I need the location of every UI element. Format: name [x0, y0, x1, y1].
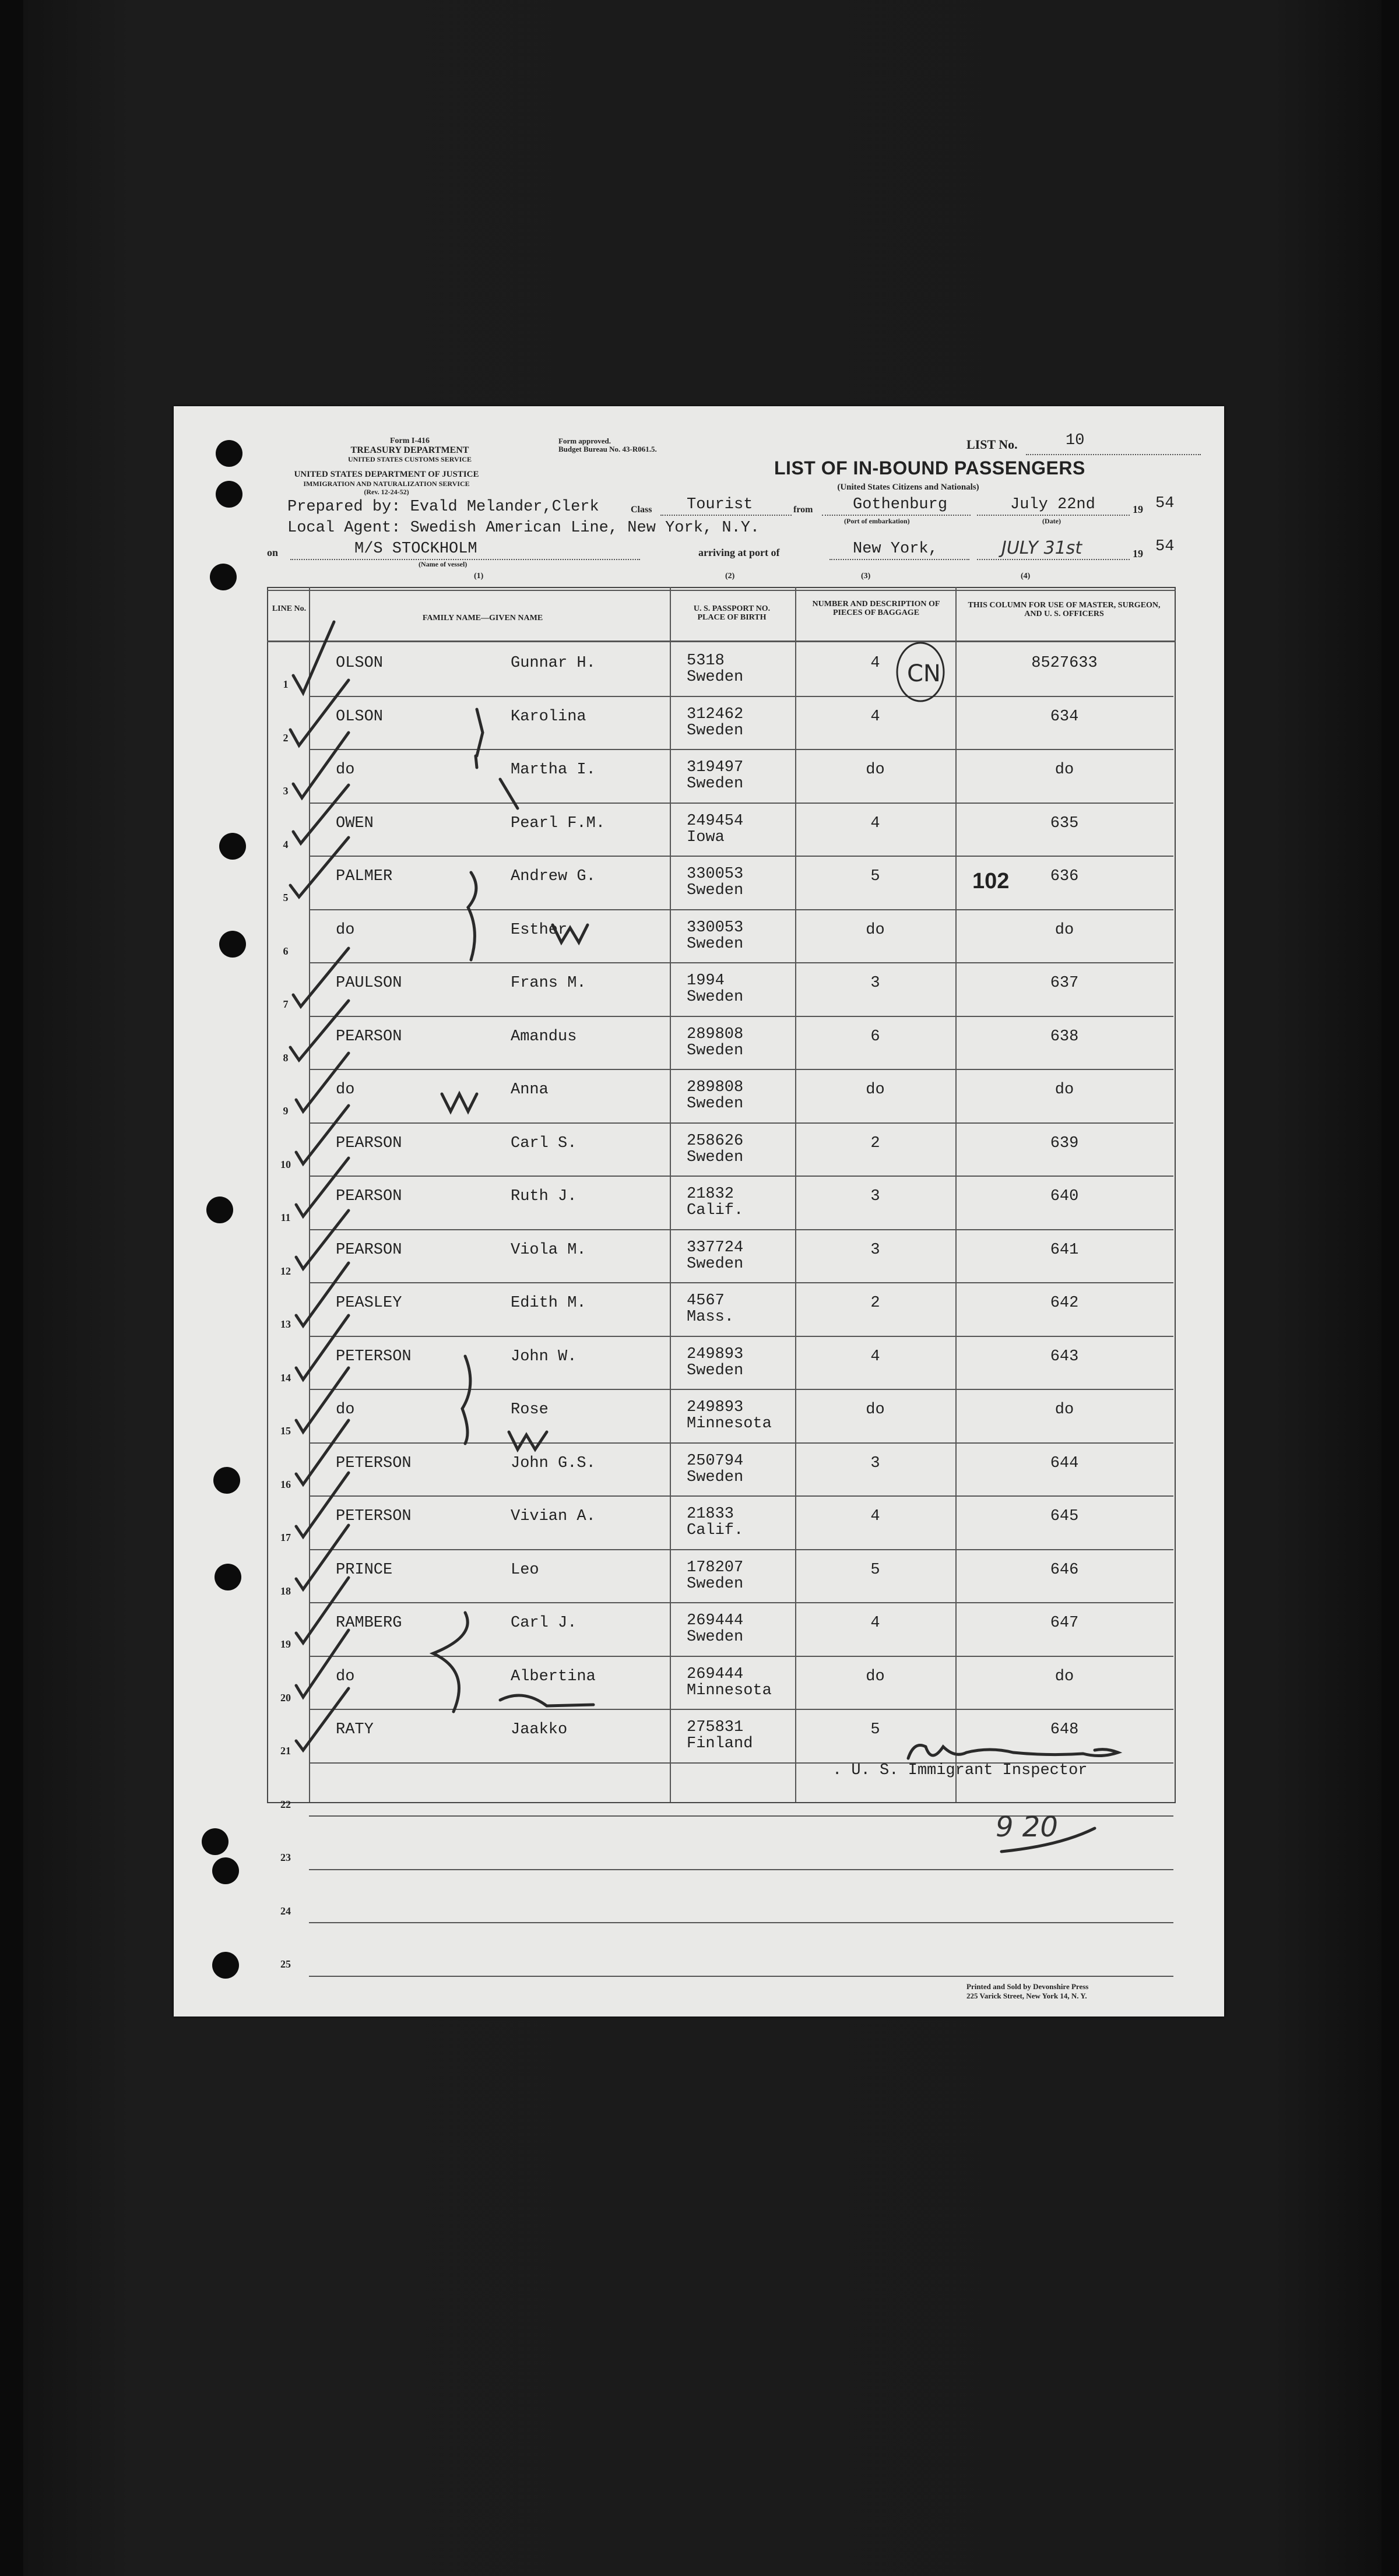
check-mark — [296, 1106, 349, 1164]
col-num-1: (1) — [474, 572, 484, 580]
check-mark — [296, 1210, 349, 1269]
inspector-time: 9 20 — [996, 1811, 1058, 1843]
place-of-birth: Iowa — [687, 828, 725, 846]
line-number: 23 — [280, 1852, 291, 1863]
officer-number: 647 — [1050, 1614, 1079, 1632]
baggage-count: 5 — [870, 868, 880, 885]
baggage-count: do — [866, 761, 885, 779]
local-agent: Local Agent: Swedish American Line, New York, N.Y. — [287, 519, 760, 537]
place-of-birth: Sweden — [687, 988, 744, 1006]
initial-mark — [500, 779, 518, 808]
place-of-birth: Sweden — [687, 668, 744, 686]
family-name: PEARSON — [336, 1188, 402, 1205]
initial-mark — [500, 1695, 593, 1706]
family-name: PEARSON — [336, 1027, 402, 1046]
family-name: do — [336, 761, 355, 779]
baggage-count: 5 — [870, 1561, 880, 1579]
family-name: PEASLEY — [336, 1294, 402, 1312]
place-of-birth: Sweden — [687, 1468, 744, 1486]
initial-mark — [553, 925, 588, 942]
given-name: Andrew G. — [511, 868, 596, 885]
officer-number: 640 — [1050, 1188, 1079, 1205]
arriving-label: arriving at port of — [698, 547, 780, 558]
baggage-count: 3 — [870, 1188, 880, 1205]
officer-stamp-102: 102 — [972, 869, 1010, 893]
officer-number: 8527633 — [1031, 654, 1098, 672]
check-mark — [296, 1053, 349, 1111]
given-name: Edith M. — [511, 1294, 586, 1312]
line-number: 6 — [283, 945, 289, 957]
baggage-count: 3 — [870, 1454, 880, 1472]
col-num-4: (4) — [1021, 572, 1031, 580]
handwritten-marks — [174, 406, 1224, 2017]
line-number: 3 — [283, 785, 289, 797]
baggage-count: 5 — [870, 1721, 880, 1739]
given-name: Carl S. — [511, 1134, 577, 1152]
family-name: PETERSON — [336, 1347, 412, 1366]
place-of-birth: Mass. — [687, 1308, 734, 1326]
given-name: Gunnar H. — [511, 654, 596, 672]
line-number: 7 — [283, 998, 289, 1010]
officer-number: 641 — [1050, 1241, 1079, 1259]
place-of-birth: Calif. — [687, 1202, 744, 1219]
given-name: Viola M. — [511, 1241, 586, 1259]
officer-number: 636 — [1050, 868, 1079, 885]
place-of-birth: Sweden — [687, 1255, 744, 1273]
family-name: RAMBERG — [336, 1614, 402, 1632]
form-approved: Form approved. — [558, 437, 611, 445]
family-name: PETERSON — [336, 1454, 412, 1472]
family-name: do — [336, 1081, 355, 1099]
passport-number: 249454 — [687, 812, 744, 830]
given-name: Amandus — [511, 1027, 577, 1046]
passport-number: 319497 — [687, 759, 744, 776]
baggage-count: 2 — [870, 1134, 880, 1152]
time-underline — [1001, 1828, 1095, 1852]
embarkation-label: (Port of embarkation) — [844, 517, 910, 525]
family-name: OLSON — [336, 654, 384, 672]
passport-number: 1994 — [687, 972, 725, 990]
place-of-birth: Sweden — [687, 1148, 744, 1166]
family-name: do — [336, 1401, 355, 1419]
passport-number: 5318 — [687, 652, 725, 670]
officer-number: 635 — [1050, 814, 1079, 832]
officer-number: do — [1054, 921, 1074, 939]
officer-number: 648 — [1050, 1721, 1079, 1739]
family-name: OLSON — [336, 708, 384, 726]
line-number: 19 — [280, 1638, 291, 1650]
form-subtitle: (United States Citizens and Nationals) — [837, 483, 979, 492]
passport-number: 289808 — [687, 1025, 744, 1043]
check-mark — [293, 785, 349, 843]
given-name: Vivian A. — [511, 1508, 596, 1525]
passport-number: 250794 — [687, 1452, 744, 1470]
line-number: 15 — [280, 1425, 291, 1437]
passport-number: 330053 — [687, 865, 744, 883]
arrival-year-prefix: 19 — [1133, 548, 1143, 559]
passport-number: 21832 — [687, 1185, 734, 1203]
given-name: Anna — [511, 1081, 549, 1099]
form-title: LIST OF IN-BOUND PASSENGERS — [774, 458, 1085, 478]
line-number: 16 — [280, 1478, 291, 1490]
officer-number: 637 — [1050, 974, 1079, 992]
initial-mark — [509, 1432, 547, 1449]
baggage-count: do — [866, 1667, 885, 1685]
line-number: 8 — [283, 1051, 289, 1064]
col-header-baggage: NUMBER AND DESCRIPTION OF PIECES OF BAGGAGE — [812, 600, 940, 617]
baggage-count: 4 — [870, 654, 880, 672]
check-mark — [293, 948, 349, 1007]
officer-number: 638 — [1050, 1027, 1079, 1046]
baggage-count: 4 — [870, 814, 880, 832]
col-num-2: (2) — [725, 572, 735, 580]
place-of-birth: Sweden — [687, 882, 744, 899]
officer-number: 644 — [1050, 1454, 1079, 1472]
family-name: PEARSON — [336, 1134, 402, 1152]
line-number: 14 — [280, 1371, 291, 1384]
col-header-line: LINE No. — [272, 604, 307, 613]
officer-number: 642 — [1050, 1294, 1079, 1312]
list-number: 10 — [1066, 432, 1085, 449]
baggage-count: 3 — [870, 1241, 880, 1259]
baggage-count: do — [866, 921, 885, 939]
line-number: 22 — [280, 1798, 291, 1810]
col-num-3: (3) — [861, 572, 871, 580]
place-of-birth: Minnesota — [687, 1415, 772, 1433]
check-mark — [290, 837, 349, 897]
given-name: John W. — [511, 1347, 577, 1366]
passport-number: 178207 — [687, 1558, 744, 1576]
family-name: PAULSON — [336, 974, 402, 992]
passport-number: 249893 — [687, 1345, 744, 1363]
ins-service: IMMIGRATION AND NATURALIZATION SERVICE — [303, 480, 470, 488]
family-name: do — [336, 1667, 355, 1685]
baggage-count: 4 — [870, 1614, 880, 1632]
line-number: 17 — [280, 1532, 291, 1543]
customs-service: UNITED STATES CUSTOMS SERVICE — [348, 455, 472, 463]
place-of-birth: Sweden — [687, 1361, 744, 1380]
from-label: from — [793, 505, 813, 515]
check-mark — [293, 622, 334, 693]
passport-number: 337724 — [687, 1238, 744, 1257]
given-name: Carl J. — [511, 1614, 577, 1632]
given-name: Frans M. — [511, 974, 586, 992]
line-number: 2 — [283, 731, 289, 744]
check-mark — [296, 1263, 349, 1326]
arrival-date: JULY 31st — [1001, 538, 1082, 558]
officer-number: do — [1054, 1081, 1074, 1099]
line-number: 24 — [280, 1905, 291, 1917]
line-number: 9 — [283, 1105, 289, 1117]
baggage-count: 4 — [870, 708, 880, 726]
passport-number: 4567 — [687, 1292, 725, 1310]
place-of-birth: Finland — [687, 1735, 753, 1752]
passport-number: 249893 — [687, 1399, 744, 1416]
vessel-name: M/S STOCKHOLM — [354, 540, 477, 558]
bracket-mark — [462, 1356, 470, 1444]
family-name: PALMER — [336, 868, 393, 885]
passenger-list-form — [174, 406, 1224, 2017]
bracket-mark — [468, 872, 476, 960]
revision: (Rev. 12-24-52) — [364, 488, 409, 496]
officer-number: 634 — [1050, 708, 1079, 726]
bracket-mark — [433, 1613, 467, 1712]
given-name: Leo — [511, 1561, 539, 1579]
given-name: Esther — [511, 921, 568, 939]
arrival-year: 54 — [1155, 538, 1175, 555]
initial-mark — [442, 1094, 477, 1111]
given-name: Rose — [511, 1401, 549, 1419]
line-number: 4 — [283, 838, 289, 850]
place-of-birth: Sweden — [687, 1095, 744, 1113]
circled-cn-text: CN — [907, 660, 941, 687]
officer-number: 643 — [1050, 1347, 1079, 1366]
officer-number: do — [1054, 1401, 1074, 1419]
line-number: 12 — [280, 1265, 291, 1277]
on-label: on — [267, 547, 279, 558]
vessel-label: (Name of vessel) — [419, 560, 467, 568]
printer-line-1: Printed and Sold by Devonshire Press — [966, 1982, 1089, 1991]
officer-number: 639 — [1050, 1134, 1079, 1152]
line-number: 18 — [280, 1585, 291, 1597]
family-name: RATY — [336, 1721, 374, 1739]
place-of-birth: Sweden — [687, 1628, 744, 1646]
year-value: 54 — [1155, 495, 1175, 512]
place-of-birth: Minnesota — [687, 1681, 772, 1699]
given-name: Jaakko — [511, 1721, 568, 1739]
family-name: PEARSON — [336, 1241, 402, 1259]
passport-number: 289808 — [687, 1079, 744, 1096]
officer-number: 646 — [1050, 1561, 1079, 1579]
baggage-count: 3 — [870, 974, 880, 992]
line-number: 20 — [280, 1691, 291, 1704]
line-number: 25 — [280, 1958, 291, 1970]
departure-date: July 22nd — [1010, 496, 1095, 513]
from-port: Gothenburg — [853, 496, 948, 513]
line-number: 5 — [283, 892, 289, 903]
place-of-birth: Sweden — [687, 935, 744, 953]
list-no-label: LIST No. — [966, 437, 1018, 452]
arrival-port: New York, — [853, 540, 938, 558]
passport-number: 21833 — [687, 1505, 734, 1523]
baggage-count: do — [866, 1081, 885, 1099]
passport-number: 269444 — [687, 1612, 744, 1630]
inspector-label: . U. S. Immigrant Inspector — [832, 1762, 1088, 1779]
treasury-dept: TREASURY DEPARTMENT — [350, 445, 469, 455]
given-name: Ruth J. — [511, 1188, 577, 1205]
line-number: 10 — [280, 1158, 291, 1170]
bracket-mark — [476, 709, 483, 768]
officer-number: 645 — [1050, 1508, 1079, 1525]
budget-bureau: Budget Bureau No. 43-R061.5. — [558, 445, 657, 453]
passport-number: 258626 — [687, 1132, 744, 1150]
passport-number: 275831 — [687, 1719, 744, 1736]
baggage-count: 2 — [870, 1294, 880, 1312]
col-header-name: FAMILY NAME—GIVEN NAME — [422, 614, 543, 622]
form-number: Form I-416 — [389, 437, 430, 445]
family-name: PRINCE — [336, 1561, 393, 1579]
passport-number: 269444 — [687, 1665, 744, 1683]
line-number: 1 — [283, 678, 289, 690]
justice-dept: UNITED STATES DEPARTMENT OF JUSTICE — [294, 470, 479, 479]
date-label: (Date) — [1042, 517, 1061, 525]
check-mark — [290, 680, 349, 745]
given-name: Pearl F.M. — [511, 814, 606, 832]
line-number: 13 — [280, 1318, 291, 1330]
inspector-signature — [908, 1746, 1118, 1759]
baggage-count: do — [866, 1401, 885, 1419]
officer-number: do — [1054, 761, 1074, 779]
family-name: PETERSON — [336, 1508, 412, 1525]
printer-line-2: 225 Varick Street, New York 14, N. Y. — [966, 1991, 1087, 2000]
place-of-birth: Calif. — [687, 1522, 744, 1539]
line-number: 11 — [280, 1212, 291, 1223]
passport-number: 312462 — [687, 705, 744, 723]
col-header-passport: U. S. PASSPORT NO. PLACE OF BIRTH — [693, 604, 771, 622]
place-of-birth: Sweden — [687, 1041, 744, 1060]
year-prefix: 19 — [1133, 504, 1143, 515]
prepared-by: Prepared by: Evald Melander,Clerk — [287, 498, 599, 516]
place-of-birth: Sweden — [687, 722, 744, 740]
check-mark — [290, 1001, 349, 1060]
given-name: John G.S. — [511, 1454, 596, 1472]
officer-number: do — [1054, 1667, 1074, 1685]
family-name: do — [336, 921, 355, 939]
baggage-count: 4 — [870, 1347, 880, 1366]
family-name: OWEN — [336, 814, 374, 832]
given-name: Albertina — [511, 1667, 596, 1685]
baggage-count: 6 — [870, 1027, 880, 1046]
passport-number: 330053 — [687, 919, 744, 937]
check-mark — [296, 1158, 349, 1216]
col-header-officers: THIS COLUMN FOR USE OF MASTER, SURGEON, AND U. S. OFFICERS — [968, 601, 1161, 618]
class-value: Tourist — [687, 496, 753, 513]
class-label: Class — [631, 505, 652, 515]
place-of-birth: Sweden — [687, 1575, 744, 1593]
place-of-birth: Sweden — [687, 775, 744, 793]
given-name: Martha I. — [511, 761, 596, 779]
line-number: 21 — [280, 1745, 291, 1757]
baggage-count: 4 — [870, 1508, 880, 1525]
given-name: Karolina — [511, 708, 586, 726]
